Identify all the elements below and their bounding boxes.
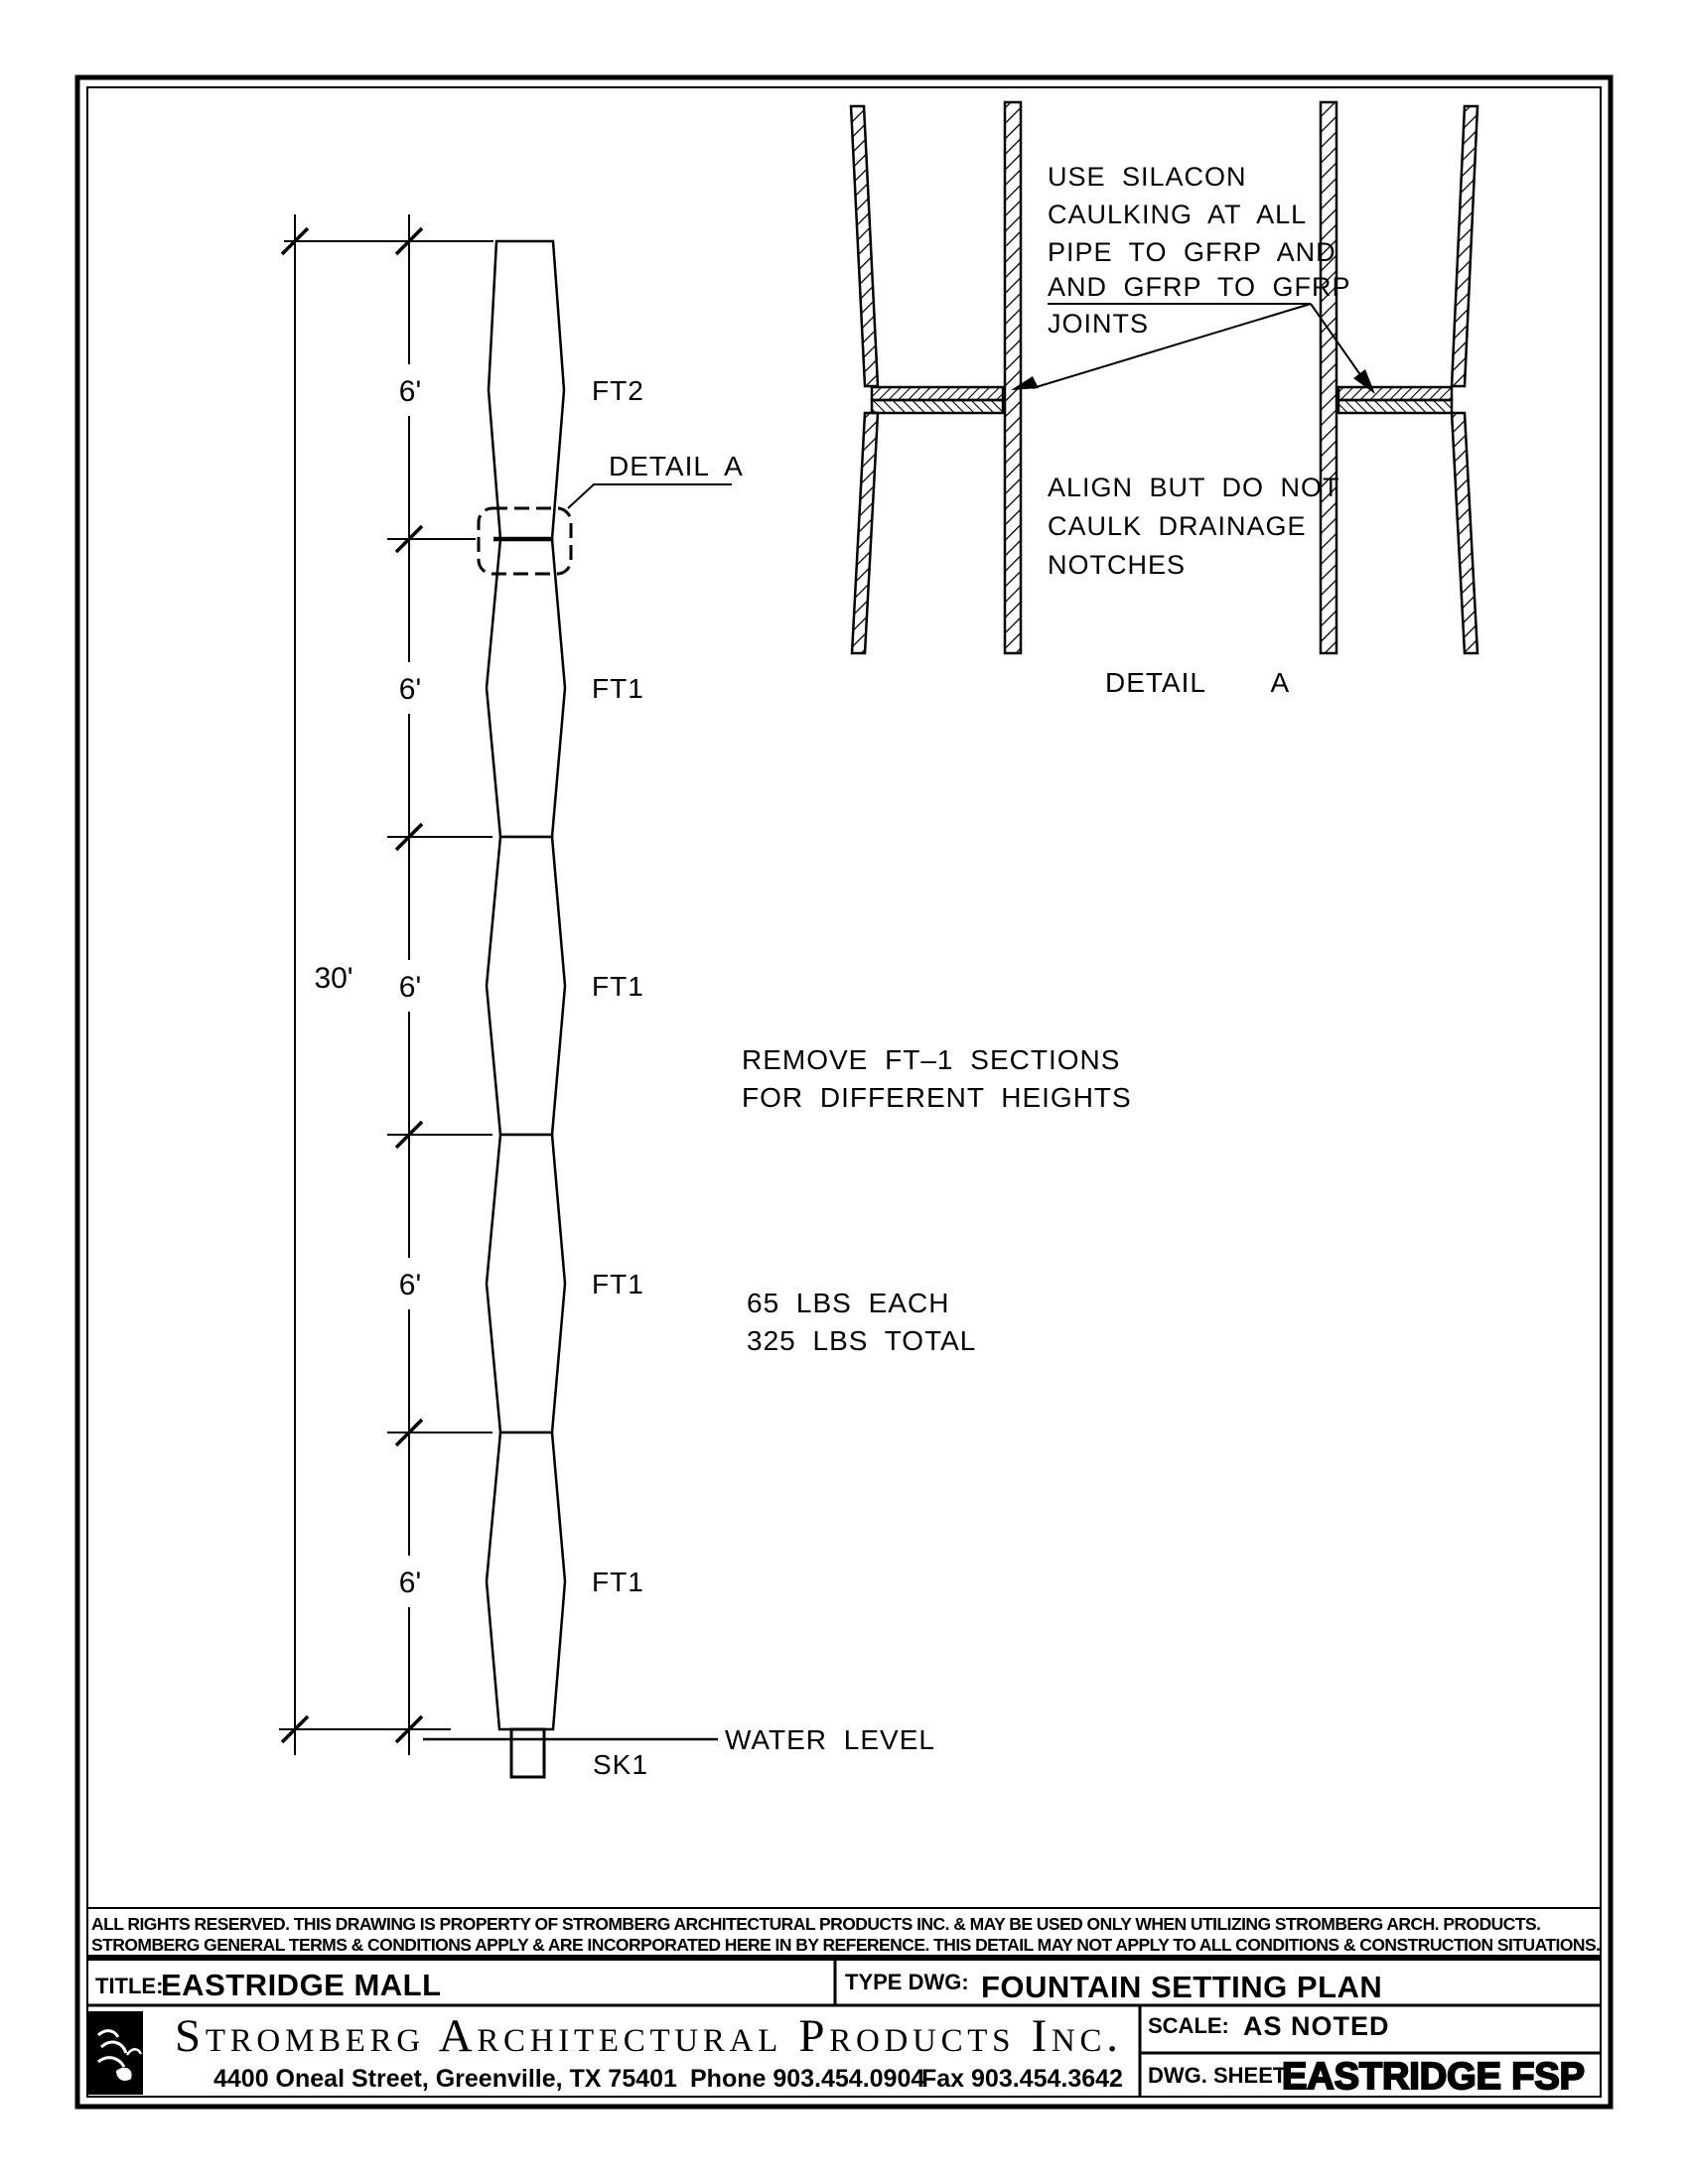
segment-dim: 6' xyxy=(398,971,422,1004)
base-label-sk1: SK1 xyxy=(593,1749,648,1780)
section-label-ft1: FT1 xyxy=(592,1567,644,1597)
water-level-label: WATER LEVEL xyxy=(725,1724,935,1755)
company-address: 4400 Oneal Street, Greenville, TX 75401 xyxy=(213,2065,677,2093)
joint-flange-lower xyxy=(1338,400,1452,413)
fountain-column-elevation xyxy=(487,241,565,1777)
total-height-dim: 30' xyxy=(314,962,353,995)
svg-text:NOTCHES: NOTCHES xyxy=(1048,550,1187,580)
joint-flange-upper xyxy=(1338,387,1452,400)
svg-text:USE SILACON: USE SILACON xyxy=(1048,162,1247,192)
section-label-ft1: FT1 xyxy=(592,971,644,1002)
segment-dim: 6' xyxy=(398,1567,422,1599)
svg-text:PIPE TO GFRP AND: PIPE TO GFRP AND xyxy=(1048,237,1336,267)
legal-line: STROMBERG GENERAL TERMS & CONDITIONS APPLY & ARE INCORPORATED HERE IN BY REFERENCE. THIS DETAIL MAY NOT APPLY TO ALL CONDITIONS & CONSTRUCTION SITUATIONS. xyxy=(91,1935,1602,1955)
gfrp-wall-upper-left xyxy=(851,106,878,386)
svg-text:65 LBS EACH: 65 LBS EACH xyxy=(747,1288,950,1318)
stromberg-logo-icon xyxy=(88,2011,143,2095)
sheet-value: EASTRIDGE FSP xyxy=(1282,2056,1586,2098)
gfrp-wall-lower-right xyxy=(1452,413,1477,653)
gfrp-wall-lower-left xyxy=(852,413,878,653)
segment-dim: 6' xyxy=(398,375,422,408)
svg-text:AND GFRP TO GFRP: AND GFRP TO GFRP xyxy=(1048,272,1351,302)
svg-text:CAULK DRAINAGE: CAULK DRAINAGE xyxy=(1048,511,1307,541)
type-dwg-value: FOUNTAIN SETTING PLAN xyxy=(981,1970,1383,2004)
column-base-tenon-sk1 xyxy=(511,1729,544,1777)
scale-value: AS NOTED xyxy=(1243,2011,1390,2041)
section-label-ft2: FT2 xyxy=(592,375,644,406)
gfrp-wall-upper-right xyxy=(1452,106,1477,386)
segment-dim: 6' xyxy=(398,673,422,706)
column-section-ft2 xyxy=(489,241,564,539)
company-phone: Phone 903.454.0904 xyxy=(690,2065,925,2093)
svg-text:REMOVE FT–1 SECTIONS: REMOVE FT–1 SECTIONS xyxy=(742,1044,1121,1075)
column-section-ft1 xyxy=(487,539,565,837)
sheet-label: DWG. SHEET: xyxy=(1148,2063,1292,2088)
detail-a-caption: DETAIL A xyxy=(1105,667,1291,698)
column-section-ft1 xyxy=(487,1135,565,1433)
svg-text:FOR DIFFERENT HEIGHTS: FOR DIFFERENT HEIGHTS xyxy=(742,1082,1132,1113)
detail-a-drawing xyxy=(851,102,1477,698)
legal-line: ALL RIGHTS RESERVED. THIS DRAWING IS PROPERTY OF STROMBERG ARCHITECTURAL PRODUCTS INC. & MAY BE USED ONLY WHEN UTILIZING STROMBERG ARCH. PRODUCTS. xyxy=(91,1914,1541,1934)
svg-text:ALIGN BUT DO NOT: ALIGN BUT DO NOT xyxy=(1048,473,1340,502)
scale-label: SCALE: xyxy=(1148,2013,1229,2038)
joint-flange-lower xyxy=(872,400,1003,413)
title-block xyxy=(88,1908,1601,2098)
segment-dim: 6' xyxy=(398,1269,422,1301)
steel-pipe-left xyxy=(1005,102,1021,653)
align-note xyxy=(1048,473,1340,580)
svg-text:JOINTS: JOINTS xyxy=(1048,309,1150,339)
svg-text:325 LBS TOTAL: 325 LBS TOTAL xyxy=(747,1325,977,1356)
company-name: Stromberg Architectural Products Inc. xyxy=(175,2010,1118,2062)
section-label-ft1: FT1 xyxy=(592,1269,644,1299)
section-label-ft1: FT1 xyxy=(592,673,644,704)
detail-callout-label: DETAIL A xyxy=(609,451,744,481)
dimension-lines xyxy=(279,214,493,1755)
title-label: TITLE: xyxy=(95,1974,164,1998)
elevation-notes xyxy=(742,1044,1132,1356)
steel-pipe-right xyxy=(1321,102,1336,653)
column-section-ft1 xyxy=(487,837,565,1135)
svg-text:CAULKING AT ALL: CAULKING AT ALL xyxy=(1048,200,1308,229)
type-dwg-label: TYPE DWG: xyxy=(845,1970,969,1994)
company-fax: Fax 903.454.3642 xyxy=(921,2065,1123,2093)
title-value: EASTRIDGE MALL xyxy=(161,1968,442,2002)
column-section-ft1 xyxy=(487,1433,565,1729)
joint-flange-upper xyxy=(872,387,1003,400)
